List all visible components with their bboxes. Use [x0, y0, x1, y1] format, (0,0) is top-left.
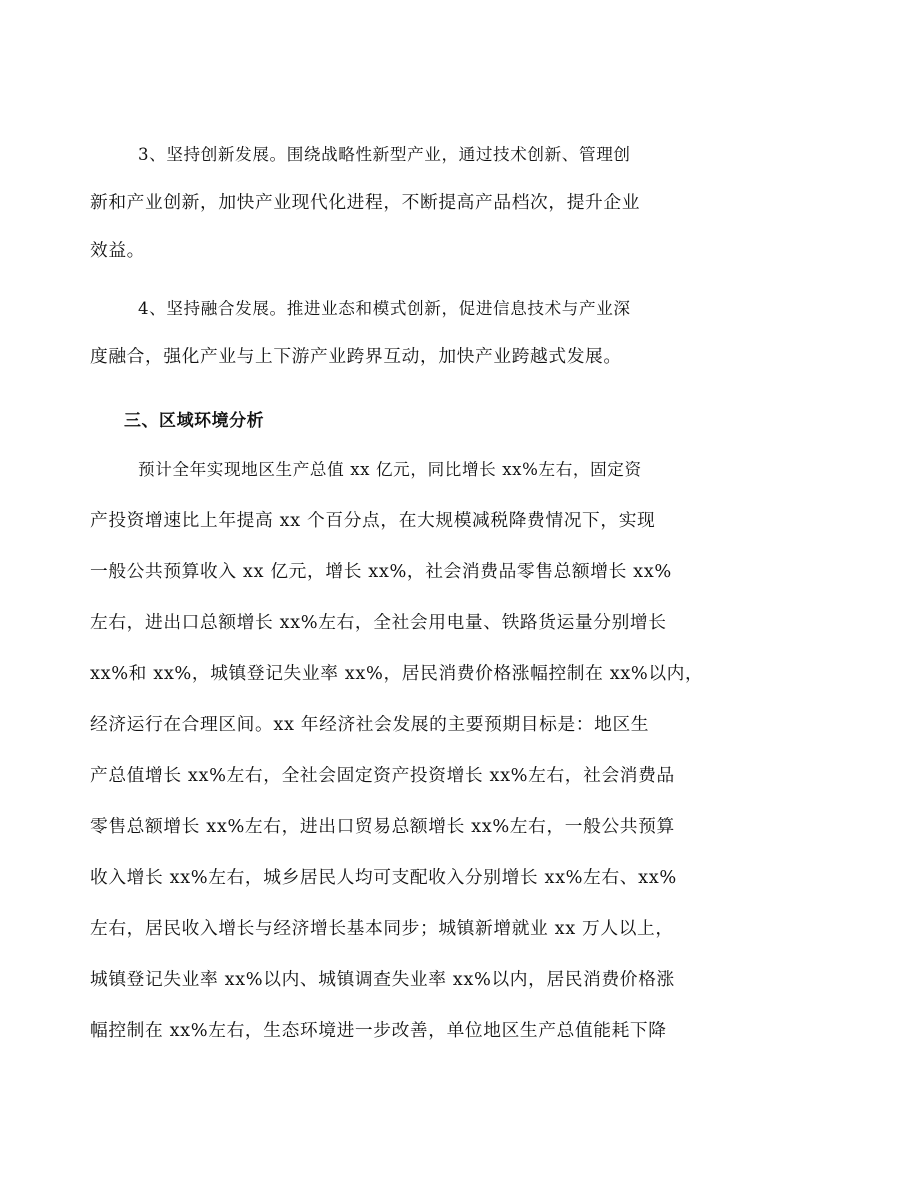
paragraph-1-line-1: 3、坚持创新发展。围绕战略性新型产业，通过技术创新、管理创: [138, 145, 631, 164]
paragraph-3-line-8: 零售总额增长 xx%左右，进出口贸易总额增长 xx%左右，一般公共预算: [90, 817, 675, 837]
paragraph-3-line-11: 城镇登记失业率 xx%以内、城镇调查失业率 xx%以内，居民消费价格涨: [90, 970, 675, 990]
paragraph-3-line-7: 产总值增长 xx%左右，全社会固定资产投资增长 xx%左右，社会消费品: [90, 766, 675, 786]
paragraph-3-line-5: xx%和 xx%，城镇登记失业率 xx%，居民消费价格涨幅控制在 xx%以内，: [90, 664, 704, 684]
paragraph-3-line-1: 预计全年实现地区生产总值 xx 亿元，同比增长 xx%左右，固定资: [138, 460, 642, 479]
paragraph-2-line-2: 度融合，强化产业与上下游产业跨界互动，加快产业跨越式发展。: [90, 347, 622, 367]
paragraph-3-line-9: 收入增长 xx%左右，城乡居民人均可支配收入分别增长 xx%左右、xx%: [90, 868, 677, 888]
paragraph-3-line-3: 一般公共预算收入 xx 亿元，增长 xx%，社会消费品零售总额增长 xx%: [90, 562, 672, 582]
paragraph-1-line-3: 效益。: [90, 241, 146, 261]
paragraph-3-line-2: 产投资增速比上年提高 xx 个百分点，在大规模减税降费情况下，实现: [90, 511, 656, 531]
paragraph-1-line-2: 新和产业创新，加快产业现代化进程，不断提高产品档次，提升企业: [90, 193, 641, 213]
paragraph-3-line-10: 左右，居民收入增长与经济增长基本同步；城镇新增就业 xx 万人以上，: [90, 919, 674, 939]
paragraph-2-line-1: 4、坚持融合发展。推进业态和模式创新，促进信息技术与产业深: [138, 299, 631, 318]
paragraph-3-line-6: 经济运行在合理区间。xx 年经济社会发展的主要预期目标是：地区生: [90, 715, 650, 735]
paragraph-3-line-4: 左右，进出口总额增长 xx%左右，全社会用电量、铁路货运量分别增长: [90, 613, 667, 633]
paragraph-3-line-12: 幅控制在 xx%左右，生态环境进一步改善，单位地区生产总值能耗下降: [90, 1021, 667, 1041]
section-heading: 三、区域环境分析: [124, 410, 265, 430]
